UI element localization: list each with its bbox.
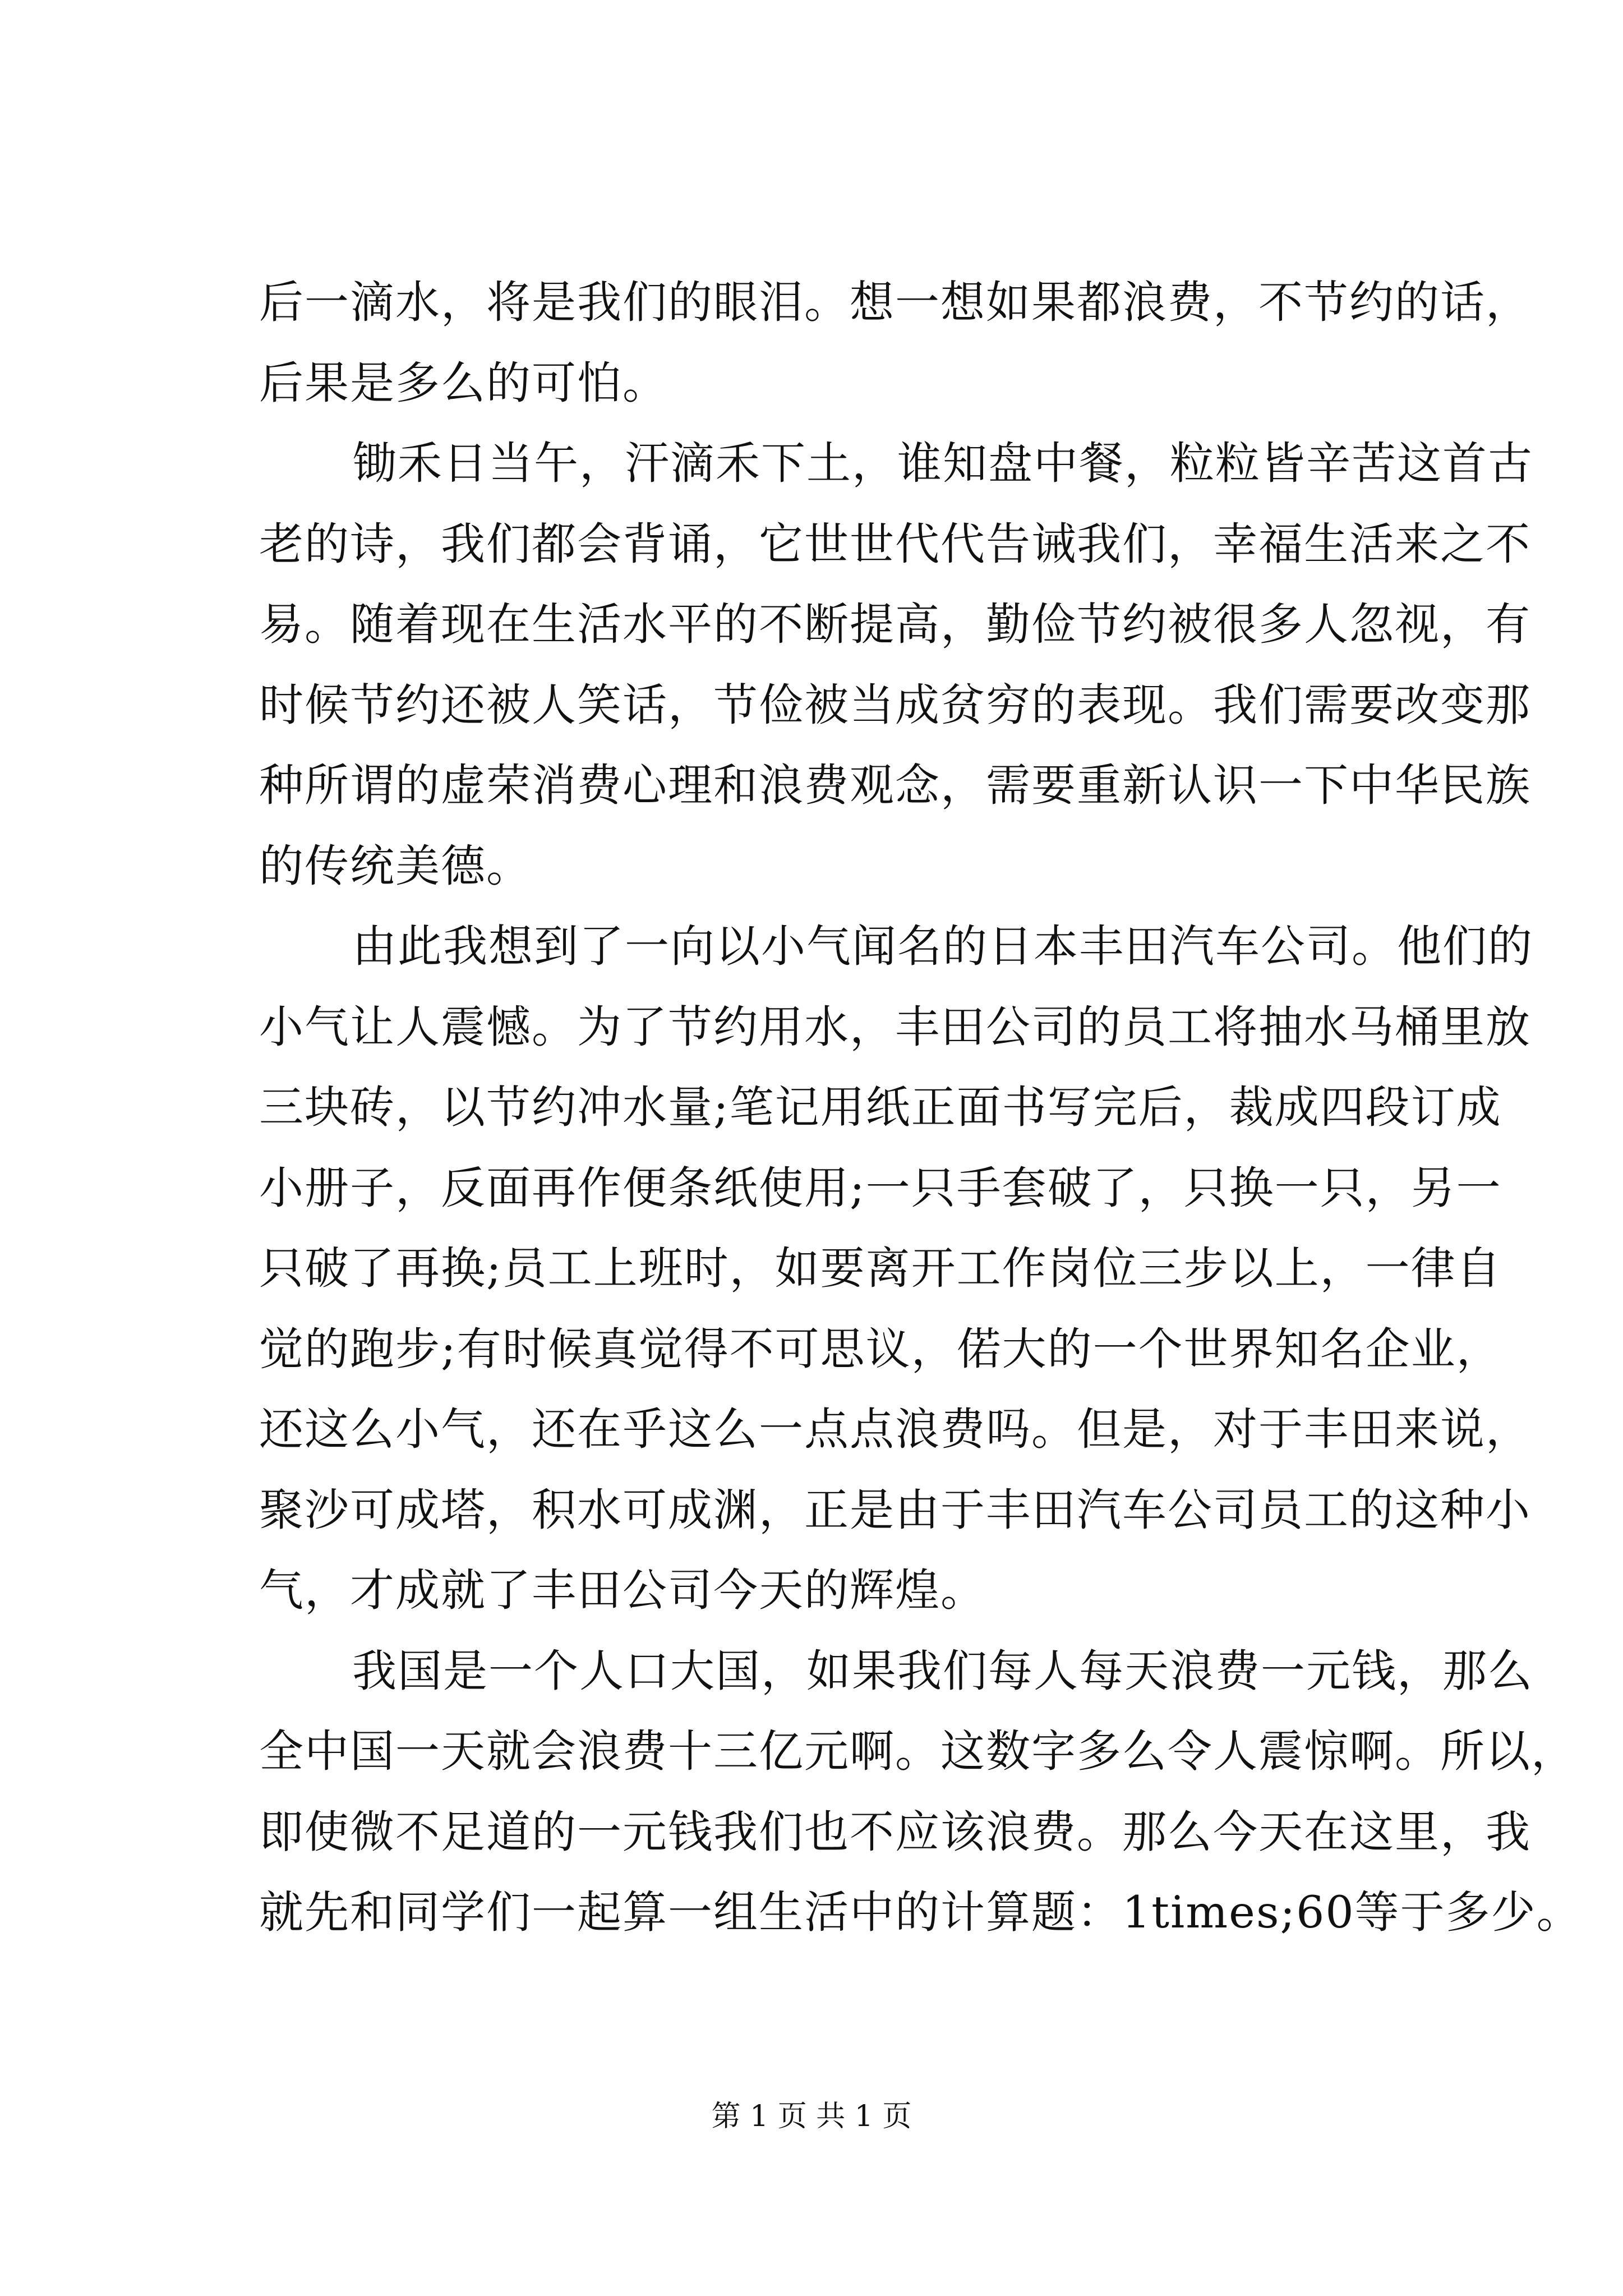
text-line: 聚沙可成塔，积水可成渊，正是由于丰田汽车公司员工的这种小 [259,1484,1531,1536]
text-line: 锄禾日当午，汗滴禾下土，谁知盘中餐，粒粒皆辛苦这首古 [352,438,1533,489]
text-line: 小册子，反面再作便条纸使用;一只手套破了，只换一只，另一 [259,1162,1502,1214]
text-line: 只破了再换;员工上班时，如要离开工作岗位三步以上，一律自 [259,1243,1502,1294]
text-line: 就先和同学们一起算一组生活中的计算题：1times;60等于多少。 [259,1887,1582,1938]
text-line: 易。随着现在生活水平的不断提高，勤俭节约被很多人忽视，有 [259,599,1531,650]
text-line: 还这么小气，还在乎这么一点点浪费吗。但是，对于丰田来说， [259,1404,1531,1455]
text-line: 全中国一天就会浪费十三亿元啊。这数字多么令人震惊啊。所以， [259,1726,1576,1777]
page-footer: 第 1 页 共 1 页 [711,2100,912,2133]
text-line: 由此我想到了一向以小气闻名的日本丰田汽车公司。他们的 [352,921,1533,972]
text-line: 后果是多么的可怕。 [259,357,668,409]
text-line: 老的诗，我们都会背诵，它世世代代告诫我们，幸福生活来之不 [259,518,1531,570]
document-body [259,263,1582,1953]
text-line: 觉的跑步;有时候真觉得不可思议，偌大的一个世界知名企业， [259,1323,1502,1375]
text-line: 后一滴水，将是我们的眼泪。想一想如果都浪费，不节约的话， [259,277,1531,328]
text-line: 的传统美德。 [259,840,532,892]
text-line: 我国是一个人口大国，如果我们每人每天浪费一元钱，那么 [352,1645,1533,1697]
text-line: 即使微不足道的一元钱我们也不应该浪费。那么今天在这里，我 [259,1806,1531,1858]
text-line: 种所谓的虚荣消费心理和浪费观念，需要重新认识一下中华民族 [259,760,1531,811]
text-line: 三块砖，以节约冲水量;笔记用纸正面书写完后，裁成四段订成 [259,1082,1502,1133]
text-line: 气，才成就了丰田公司今天的辉煌。 [259,1565,986,1616]
text-line: 时候节约还被人笑话，节俭被当成贫穷的表现。我们需要改变那 [259,679,1531,731]
text-line: 小气让人震憾。为了节约用水，丰田公司的员工将抽水马桶里放 [259,1001,1531,1053]
